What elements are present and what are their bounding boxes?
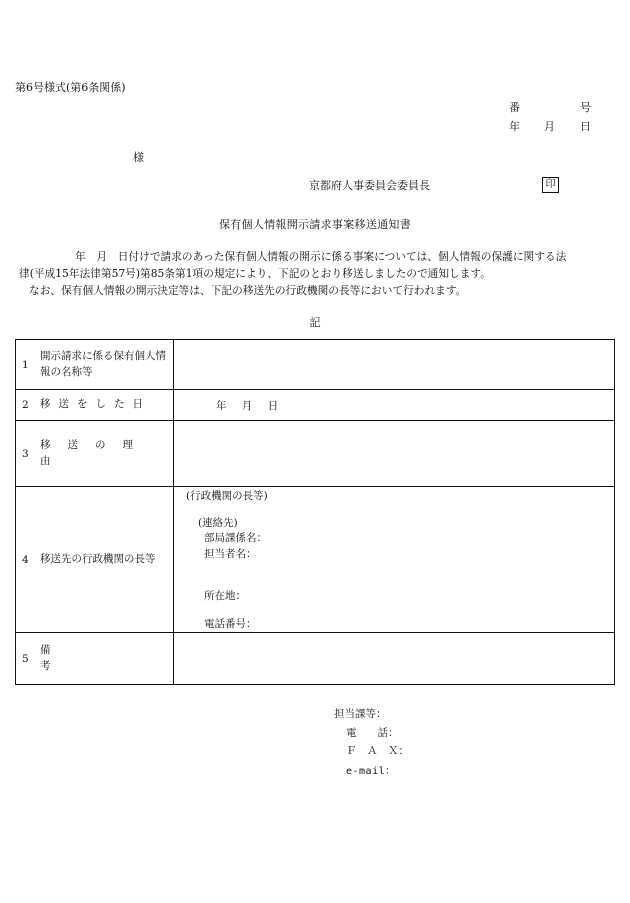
row-label: 移送の理由	[40, 438, 150, 467]
address-label: 所在地：	[204, 590, 246, 602]
document-title: 保有個人情報開示請求事案移送通知書	[218, 218, 412, 231]
form-number-label: 第6号様式(第6条関係)	[15, 81, 126, 94]
row-label-cell	[16, 421, 174, 487]
phone-number-label: 電話番号：	[204, 618, 257, 630]
contact-block	[334, 706, 409, 780]
addressee-honorific: 様	[133, 151, 144, 164]
date-month-label: 月	[544, 120, 555, 133]
destination-head-label: (行政機関の長等)	[186, 490, 268, 502]
transfer-date-cell[interactable]	[174, 390, 615, 421]
notice-body	[19, 248, 619, 299]
transfer-date-year: 年	[216, 399, 227, 412]
person-in-charge-label: 担当者名：	[204, 548, 257, 560]
department-label: 部局課係名：	[204, 532, 267, 544]
row-number: 2	[22, 399, 29, 411]
table-row	[16, 390, 615, 421]
destination-cell[interactable]	[174, 487, 615, 633]
date-year-label: 年	[509, 120, 520, 133]
seal-stamp-box: 印	[542, 177, 559, 193]
ki-heading: 記	[309, 316, 321, 329]
row-label: 備考	[40, 643, 151, 672]
section-in-charge-label: 担当課等：	[334, 708, 387, 720]
body-line-1: 年 月 日付けで請求のあった保有個人情報の開示に係る事案については、個人情報の保護に関する法	[75, 250, 567, 263]
document-number-label: 番	[509, 101, 520, 114]
date-day-label: 日	[580, 120, 591, 133]
table-row	[16, 487, 615, 633]
row-number: 3	[22, 447, 29, 460]
body-line-3: なお、保有個人情報の開示決定等は、下記の移送先の行政機関の長等において行われます。	[29, 284, 467, 298]
row-number: 4	[22, 553, 29, 566]
document-number-suffix: 号	[580, 101, 591, 114]
row-label: 移送先の行政機関の長等	[40, 552, 156, 565]
body-line-2: 律(平成15年法律第57号)第85条第1項の規定により、下記のとおり移送しましたので通知します。	[19, 267, 491, 281]
row-label-cell	[16, 633, 174, 685]
contact-phone-label: 電 話：	[346, 726, 399, 739]
contact-email-label: e-mail：	[346, 765, 396, 777]
row-label: 開示請求に係る保有個人情報の名称等	[40, 349, 166, 378]
row-label-cell	[16, 340, 174, 390]
row-label-cell	[16, 390, 174, 421]
contact-fax-label: Ｆ Ａ Ｘ：	[346, 745, 409, 757]
row-label-cell	[16, 487, 174, 633]
table-row	[16, 633, 615, 685]
info-name-cell[interactable]	[174, 340, 615, 390]
remarks-cell[interactable]	[174, 633, 615, 685]
row-label: 移送をした日	[40, 398, 151, 411]
transfer-date-month: 月	[241, 399, 253, 412]
contact-head-label: (連絡先)	[198, 517, 238, 529]
transfer-reason-cell[interactable]	[174, 421, 615, 487]
table-row	[16, 340, 615, 390]
transfer-details-table	[15, 339, 615, 685]
row-number: 5	[22, 652, 29, 665]
transfer-date-day: 日	[267, 399, 279, 412]
row-number: 1	[22, 358, 29, 371]
table-row	[16, 421, 615, 487]
sender-name: 京都府人事委員会委員長	[309, 179, 430, 192]
